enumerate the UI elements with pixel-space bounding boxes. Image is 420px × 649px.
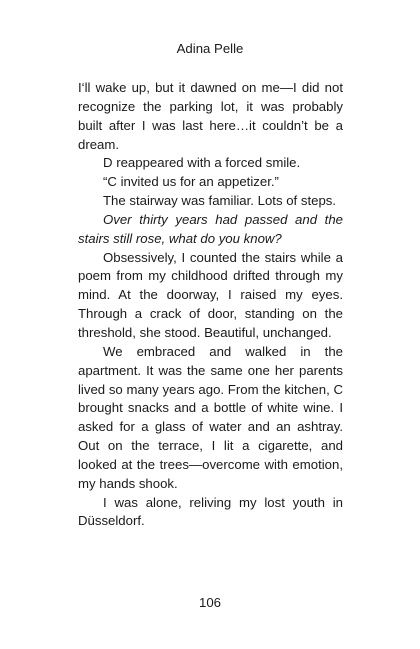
paragraph: I was alone, reliving my lost youth in Düsseldorf. bbox=[78, 494, 343, 529]
page-number: 106 bbox=[198, 595, 221, 610]
paragraph: “C invited us for an appetizer.” bbox=[103, 174, 279, 190]
paragraph: I‘ll wake up, but it dawned on me—I did not recognize the parking lot, it was probably built after I was last here…it couldn’t be a dream. bbox=[78, 80, 343, 152]
paragraph: We embraced and walked in the apartment. It was the same one her parents lived so many years ago. From the kitchen, C brought snacks and a bottle of white wine. I asked for a glass of water and an ashtray. Out on the terrace, I lit a cigarette, and looked at the trees—overcome with emotion, my hands shook. bbox=[78, 343, 343, 491]
paragraph: The stairway was familiar. Lots of steps. bbox=[103, 193, 337, 209]
running-head-author: Adina Pelle bbox=[176, 41, 244, 56]
paragraph-italic: Over thirty years had passed and the stairs still rose, what do you know? bbox=[78, 211, 343, 246]
paragraph: Obsessively, I counted the stairs while a poem from my childhood drifted through my mind. At the doorway, I raised my eyes. Through a crack of door, standing on the threshold, she stood. Beautiful, unchanged. bbox=[78, 249, 343, 340]
paragraph: D reappeared with a forced smile. bbox=[103, 155, 301, 171]
body-text bbox=[78, 79, 343, 531]
